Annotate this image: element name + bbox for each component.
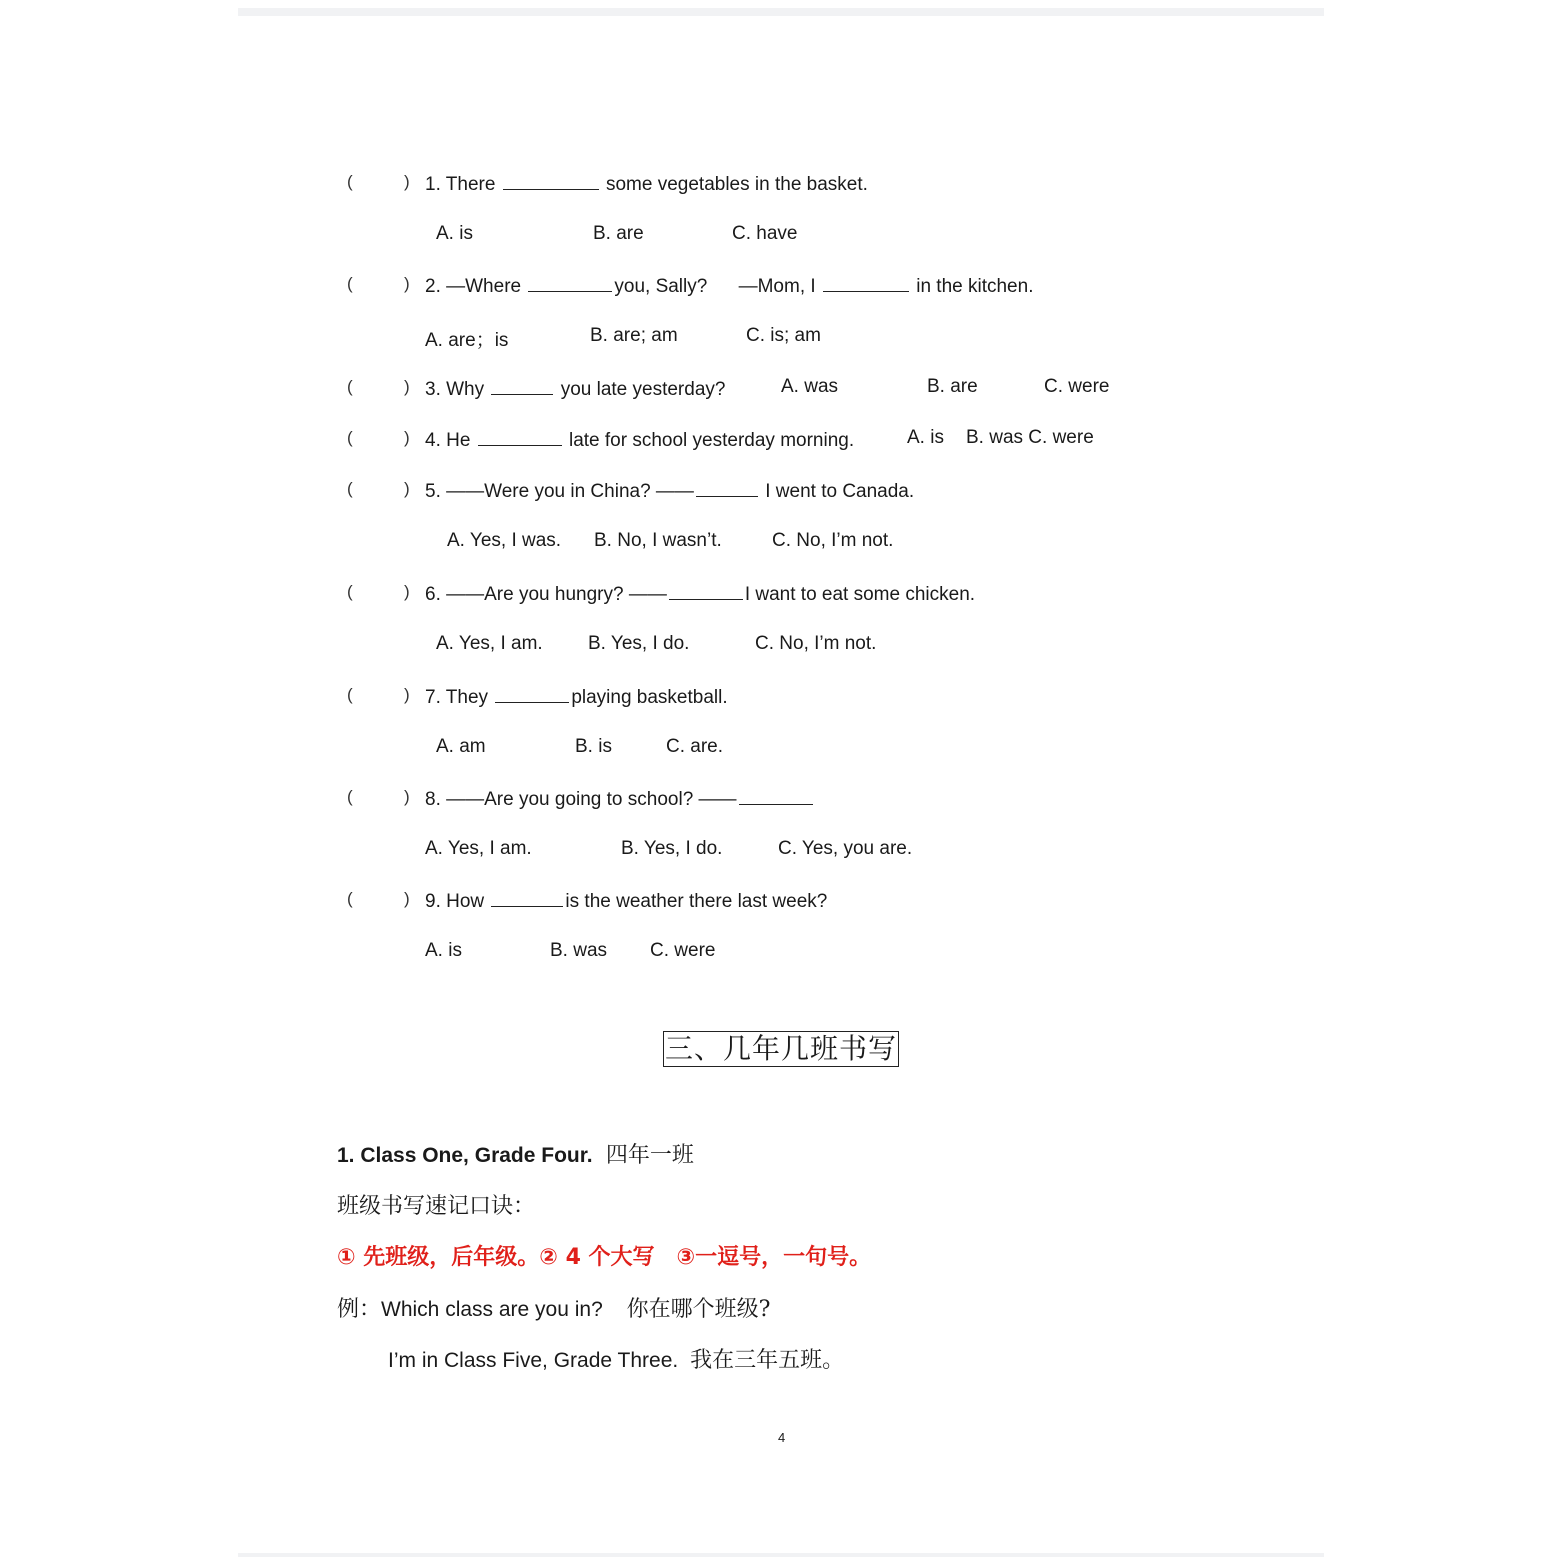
question-5: 5. ——Were you in China? —— I went to Canada. xyxy=(425,478,914,504)
option: A. Yes, I am. xyxy=(436,633,543,654)
question-8: 8. ——Are you going to school? —— xyxy=(425,786,815,812)
answer-paren-close: ) xyxy=(404,479,410,498)
option: C. have xyxy=(732,223,798,244)
question-1: 1. There some vegetables in the basket. xyxy=(425,171,868,197)
answer-paren-open: ( xyxy=(347,172,353,191)
answer-paren-close: ) xyxy=(404,274,410,293)
option: B. are xyxy=(927,376,978,397)
option: A. is xyxy=(907,427,944,448)
answer-paren-close: ) xyxy=(404,685,410,704)
option: A. was xyxy=(781,376,839,397)
class-item-1 xyxy=(337,1141,694,1172)
answer-paren-open: ( xyxy=(347,479,353,498)
option: B. are xyxy=(593,223,644,244)
option: A. am xyxy=(436,736,486,757)
option: C. were xyxy=(650,940,716,961)
answer-paren-open: ( xyxy=(347,582,353,601)
option: B. was C. were xyxy=(966,427,1094,448)
answer-paren-close: ) xyxy=(404,889,410,908)
section-title: 三、几年几班书写 xyxy=(664,1032,897,1065)
question-7: 7. They playing basketball. xyxy=(425,684,728,710)
answer-paren-open: ( xyxy=(347,274,353,293)
answer-paren-close: ) xyxy=(404,582,410,601)
page-number: 4 xyxy=(778,1430,786,1445)
answer-paren-close: ) xyxy=(404,172,410,191)
example-question: 例：Which class are you in? 你在哪个班级? xyxy=(337,1297,771,1322)
answer-paren-open: ( xyxy=(347,787,353,806)
page-bottom-edge xyxy=(238,1553,1324,1557)
question-4: 4. He late for school yesterday morning. xyxy=(425,427,854,453)
option: A. is xyxy=(436,223,473,244)
example-answer: I’m in Class Five, Grade Three. 我在三年五班。 xyxy=(388,1348,845,1373)
question-3: 3. Why you late yesterday? xyxy=(425,376,725,402)
option: A. Yes, I am. xyxy=(425,838,532,859)
option: B. Yes, I do. xyxy=(621,838,723,859)
option: A. Yes, I was. xyxy=(447,530,562,551)
class-item-english: 1. Class One, Grade Four. xyxy=(337,1144,593,1167)
mnemonic-label: 班级书写速记口诀： xyxy=(337,1194,536,1219)
option: A. is xyxy=(425,940,462,961)
option: A. are；is xyxy=(425,330,509,351)
option: B. is xyxy=(575,736,612,757)
example-label: 例： xyxy=(337,1297,382,1322)
answer-paren-close: ) xyxy=(404,428,410,447)
question-6: 6. ——Are you hungry? —— I want to eat some chicken. xyxy=(425,581,975,607)
option: B. No, I wasn’t. xyxy=(594,530,722,551)
answer-paren-open: ( xyxy=(347,428,353,447)
answer-paren-open: ( xyxy=(347,685,353,704)
answer-paren-close: ) xyxy=(404,787,410,806)
option: C. were xyxy=(1044,376,1110,397)
option: C. No, I’m not. xyxy=(755,633,877,654)
option: C. is; am xyxy=(746,325,821,346)
question-9: 9. How is the weather there last week? xyxy=(425,888,827,914)
answer-paren-open: ( xyxy=(347,377,353,396)
answer-paren-close: ) xyxy=(404,377,410,396)
option: C. are. xyxy=(666,736,724,757)
option: B. Yes, I do. xyxy=(588,633,690,654)
option: C. No, I’m not. xyxy=(772,530,894,551)
mnemonic-rule: ① 先班级，后年级。② 4 个大写 ③一逗号，一句号。 xyxy=(337,1245,872,1270)
class-item-chinese: 四年一班 xyxy=(605,1143,694,1168)
answer-paren-open: ( xyxy=(347,889,353,908)
option: B. are; am xyxy=(590,325,678,346)
option: C. Yes, you are. xyxy=(778,838,913,859)
option: B. was xyxy=(550,940,608,961)
question-2: 2. —Where you, Sally? —Mom, I in the kitchen. xyxy=(425,273,1033,299)
page-top-edge xyxy=(238,8,1324,16)
